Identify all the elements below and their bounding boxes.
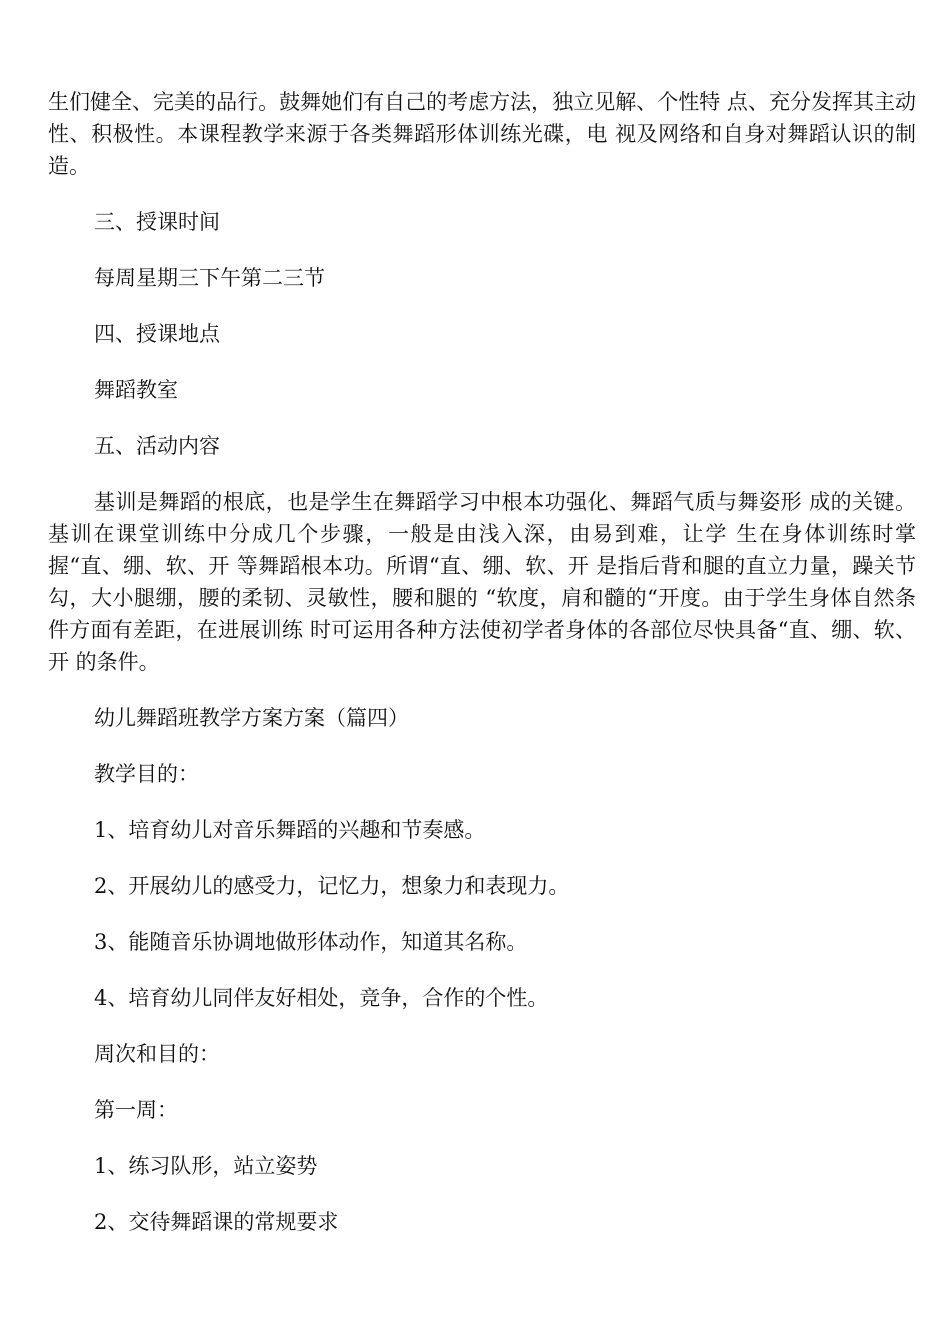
paragraph-intro-continuation: 生们健全、完美的品行。鼓舞她们有自己的考虑方法，独立见解、个性特 点、充分发挥其主动性、积极性。本课程教学来源于各类舞蹈形体训练光碟，电 视及网络和自身对舞蹈认识的制造。	[48, 90, 916, 178]
section-title-part-four: 幼儿舞蹈班教学方案方案（篇四）	[94, 706, 409, 730]
week-one-heading: 第一周：	[94, 1098, 178, 1122]
heading-class-time: 三、授课时间	[94, 210, 220, 234]
goal-item: 3、能随音乐协调地做形体动作，知道其名称。	[94, 930, 528, 954]
goal-item: 2、开展幼儿的感受力，记忆力，想象力和表现力。	[94, 874, 570, 898]
document-page	[48, 86, 916, 1238]
heading-class-location: 四、授课地点	[94, 322, 220, 346]
goal-item: 4、培育幼儿同伴友好相处，竞争，合作的个性。	[94, 986, 549, 1010]
class-location-text: 舞蹈教室	[94, 378, 178, 402]
heading-teaching-goals: 教学目的：	[94, 762, 199, 786]
paragraph-activity-content: 基训是舞蹈的根底，也是学生在舞蹈学习中根本功强化、舞蹈气质与舞姿形 成的关键。基训在课堂训练中分成几个步骤，一般是由浅入深，由易到难，让学 生在身体训练时掌握“直、绷、软、开 等舞蹈根本功。所谓“直、绷、软、开 是指后背和腿的直立力量，躁关节勾，大小腿绷，腰的柔韧、灵敏性，腰和腿的 “软度，肩和髓的“开度。由于学生身体自然条件方面有差距，在进展训练 时可运用各种方法使初学者身体的各部位尽快具备“直、绷、软、开 的条件。	[48, 490, 916, 674]
week-item: 1、练习队形，站立姿势	[94, 1154, 318, 1178]
heading-weeks-and-goals: 周次和目的：	[94, 1042, 220, 1066]
class-time-text: 每周星期三下午第二三节	[94, 266, 325, 290]
heading-activity-content: 五、活动内容	[94, 434, 220, 458]
week-item: 2、交待舞蹈课的常规要求	[94, 1210, 339, 1234]
goal-item: 1、培育幼儿对音乐舞蹈的兴趣和节奏感。	[94, 818, 486, 842]
